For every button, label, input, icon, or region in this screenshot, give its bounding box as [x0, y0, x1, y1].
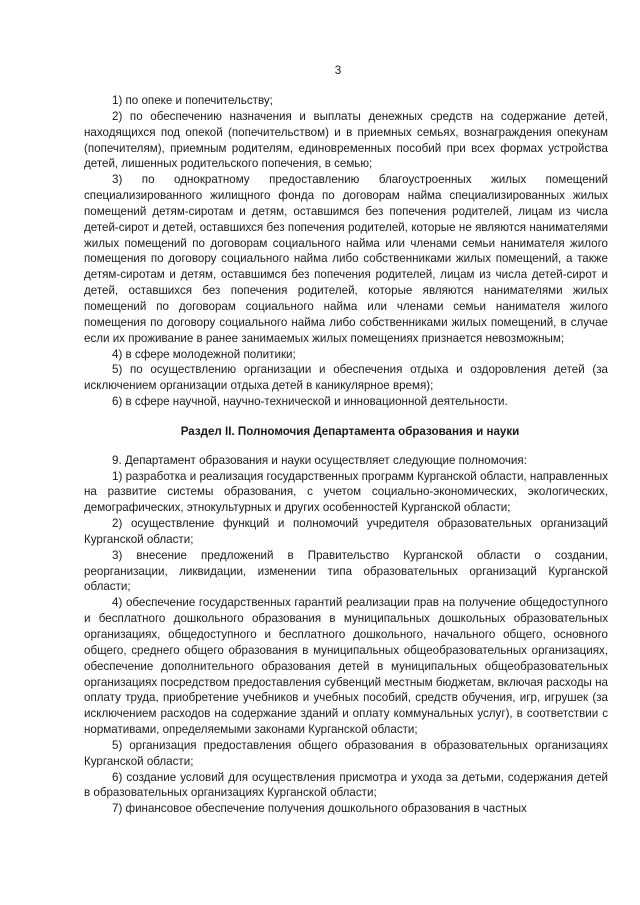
- clause-9-item-1: 1) разработка и реализация государственных программ Курганской области, направленных на развитие системы образования, с учетом социально-экономических, экологических, демографических, этнокультурных и других особенностей Курганской области;: [84, 469, 608, 515]
- clause-9-item-7: 7) финансовое обеспечение получения дошкольного образования в частных: [112, 802, 527, 816]
- clause-9-item-4: 4) обеспечение государственных гарантий реализации прав на получение общедоступного и бесплатного дошкольного образования в муниципальных дошкольных образовательных организациях, общедоступного и бесплатного дошкольного, начального общего, основного общего, среднего общего образования в муниципальных общеобразовательных организациях, обеспечение дополнительного образования детей в муниципальных общеобразовательных организациях посредством предоставления субвенций местным бюджетам, включая расходы на оплату труда, приобретение учебников и учебных пособий, средств обучения, игр, игрушек (за исключением расходов на содержание зданий и оплату коммунальных услуг), в соответствии с нормативами, определяемыми законами Курганской области;: [84, 596, 608, 737]
- list-item-youth-policy: 4) в сфере молодежной политики;: [112, 347, 296, 361]
- list-item-guardianship: 1) по опеке и попечительству;: [112, 94, 273, 107]
- list-item-housing: 3) по однократному предоставлению благоустроенных жилых помещений специализированного жилищного фонда по договорам найма специализированных жилых помещений детям-сиротам и детям, оставшимся без попечения родителей, лицам из числа детей-сирот и детей, оставшихся без попечения родителей, которые не являются нанимателями жилых помещений по договорам социального найма или членами семьи нанимателя жилого помещения по договору социального найма либо собственниками жилых помещений, а также детям-сиротам и детям, оставшимся без попечения родителей, лицам из числа детей-сирот и детей, оставшихся без попечения родителей, которые являются нанимателями жилых помещений по договорам социального найма или членами семьи нанимателя жилого помещения по договору социального найма либо собственниками жилых помещений, в случае если их проживание в ранее занимаемых жилых помещениях признается невозможным;: [84, 173, 608, 345]
- document-body: [84, 93, 608, 817]
- list-item-child-recreation: 5) по осуществлению организации и обеспечения отдыха и оздоровления детей (за исключением организации отдыха детей в каникулярное время);: [84, 363, 608, 393]
- list-item-science: 6) в сфере научной, научно-технической и инновационной деятельности.: [112, 395, 508, 409]
- list-item-child-payments: 2) по обеспечению назначения и выплаты денежных средств на содержание детей, находящихся под опекой (попечительством) и в приемных семьях, вознаграждения опекунам (попечителям), приемным родителям, единовременных пособий при всех формах устройства детей, лишенных родительского попечения, в семью;: [84, 109, 608, 171]
- clause-9-item-3: 3) внесение предложений в Правительство Курганской области о создании, реорганизации, ликвидации, изменении типа образовательных организаций Курганской области;: [84, 548, 608, 594]
- clause-9-item-5: 5) организация предоставления общего образования в образовательных организациях Курганской области;: [84, 738, 608, 768]
- section-heading: Раздел II. Полномочия Департамента образования и науки: [180, 424, 520, 438]
- clause-9-item-2: 2) осуществление функций и полномочий учредителя образовательных организаций Курганской области;: [84, 517, 608, 546]
- clause-9-item-6: 6) создание условий для осуществления присмотра и ухода за детьми, содержания детей в образовательных организациях Курганской области;: [84, 770, 608, 800]
- clause-9-intro: 9. Департамент образования и науки осуществляет следующие полномочия:: [112, 453, 527, 467]
- page-number: 3: [334, 64, 342, 77]
